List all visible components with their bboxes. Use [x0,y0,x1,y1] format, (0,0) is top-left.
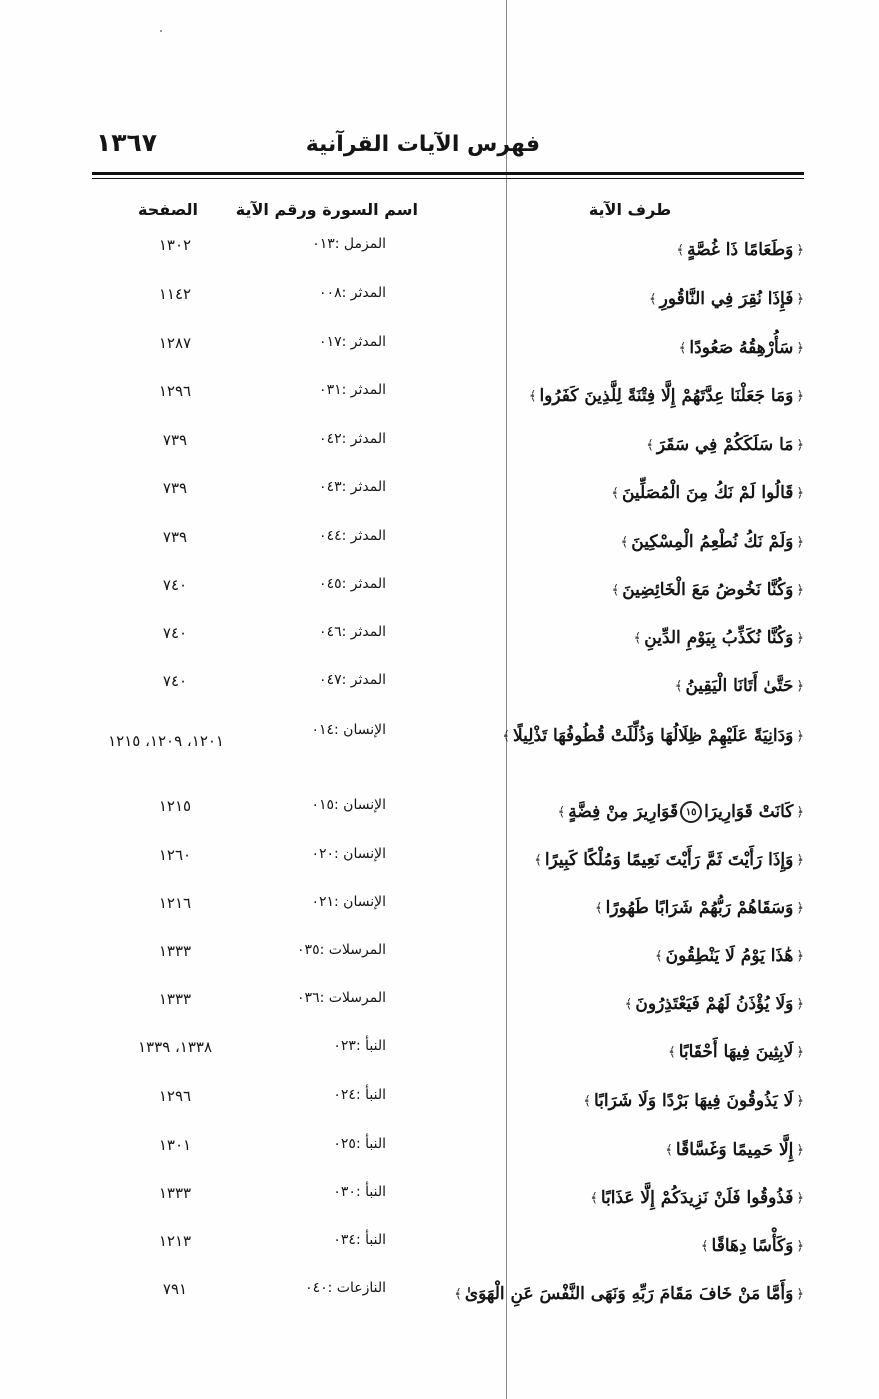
open-bracket: ﴿ [796,900,804,916]
page-reference: ١٢١٦ [158,894,192,912]
verse-words: وَكَأْسًا دِهَاقًا [711,1236,794,1256]
table-row [0,894,879,942]
table-row [0,576,879,624]
surah-verse-ref: المدثر :٠٤٣ [319,479,386,495]
surah-verse-ref: الإنسان :٠١٥ [311,797,386,813]
open-bracket: ﴿ [796,630,804,646]
verse-text [662,1140,807,1160]
verse-text [499,726,807,746]
column-header-page: الصفحة [137,200,198,219]
surah-verse-ref: المرسلات :٠٣٥ [297,942,386,958]
open-bracket: ﴿ [796,1093,804,1109]
verse-text [672,676,807,696]
table-row [0,624,879,672]
open-bracket: ﴿ [796,388,804,404]
verse-text [587,1188,807,1208]
verse-words: لَابِثِينَ فِيهَا أَحْقَابًا [678,1042,794,1062]
verse-text [643,435,807,455]
page-reference: ١٣٣٣ [158,990,192,1008]
surah-verse-ref: النبأ :٠٢٤ [333,1087,386,1103]
page-reference: ٧٩١ [162,1280,188,1298]
verse-words: وَأَمَّا مَنْ خَافَ مَقَامَ رَبِّهِ وَنَهَى النَّفْسَ عَنِ الْهَوَىٰ [464,1284,794,1304]
table-row [0,942,879,990]
table-row [0,236,879,284]
open-bracket: ﴿ [796,291,804,307]
close-bracket: ﴾ [611,485,619,501]
page-reference: ٧٣٩ [162,528,188,546]
open-bracket: ﴿ [796,1238,804,1254]
page-reference: ٧٣٩ [162,479,188,497]
open-bracket: ﴿ [796,1190,804,1206]
close-bracket: ﴾ [583,1093,591,1109]
verse-text [608,483,807,503]
column-header-surah: اسم السورة ورقم الآية [235,200,418,219]
verse-words: وَكُنَّا نُكَذِّبُ بِيَوْمِ الدِّينِ [644,628,794,648]
close-bracket: ﴾ [595,900,603,916]
scan-speck [160,30,162,32]
verse-words: وَمَا جَعَلْنَا عِدَّتَهُمْ إِلَّا فِتْنَةً لِلَّذِينَ كَفَرُوا [539,386,794,406]
surah-verse-ref: المدثر :٠٠٨ [319,285,386,301]
page-reference: ١١٤٢ [158,285,192,303]
open-bracket: ﴿ [796,804,804,820]
table-row [0,846,879,894]
open-bracket: ﴿ [796,852,804,868]
surah-verse-ref: المدثر :٠٤٦ [319,624,386,640]
surah-verse-ref: المدثر :٠٣١ [319,382,386,398]
page-reference: ١٢٩٦ [158,382,192,400]
surah-verse-ref: الإنسان :٠١٤ [311,722,386,738]
table-row [0,1280,879,1328]
verse-words: هَٰذَا يَوْمُ لَا يَنْطِقُونَ [665,946,794,966]
verse-words: سَأُرْهِقُهُ صَعُودًا [689,338,794,358]
surah-verse-ref: المدثر :٠١٧ [319,334,386,350]
open-bracket: ﴿ [796,1286,804,1302]
close-bracket: ﴾ [624,996,633,1012]
close-bracket: ﴾ [590,1190,598,1206]
table-row [0,479,879,527]
surah-verse-ref: النبأ :٠٣٤ [333,1232,386,1248]
table-row [0,1184,879,1232]
surah-verse-ref: النبأ :٠٢٥ [333,1136,386,1152]
page-number: ١٣٦٧ [96,128,158,157]
page-reference: ١٢١٥ [158,797,192,815]
surah-verse-ref: النبأ :٠٣٠ [333,1184,386,1200]
verse-text [622,994,807,1014]
close-bracket: ﴾ [678,340,687,356]
open-bracket: ﴿ [796,728,804,744]
verse-words: لَا يَذُوقُونَ فِيهَا بَرْدًا وَلَا شَرَابًا [593,1091,794,1111]
surah-verse-ref: المدثر :٠٤٢ [319,431,386,447]
verse-text [665,1042,807,1062]
surah-verse-ref: الإنسان :٠٢١ [311,894,386,910]
verse-words: إِلَّا حَمِيمًا وَغَسَّاقًا [675,1140,794,1160]
page-reference: ٧٤٠ [162,672,188,690]
close-bracket: ﴾ [700,1238,709,1254]
close-bracket: ﴾ [454,1286,462,1302]
close-bracket: ﴾ [557,804,566,820]
verse-text [646,289,807,309]
close-bracket: ﴾ [676,242,685,258]
verse-text [631,628,807,648]
verse-number-marker: ١٥ [680,801,702,823]
header-rule-thin [92,178,804,179]
surah-verse-ref: النبأ :٠٢٣ [333,1038,386,1054]
verse-words: وَلَمْ نَكُ نُطْعِمُ الْمِسْكِينَ [631,532,794,552]
open-bracket: ﴿ [796,485,804,501]
verse-words: مَا سَلَكَكُمْ فِي سَقَرَ [656,435,794,455]
table-row [0,722,879,770]
table-row [0,1038,879,1086]
close-bracket: ﴾ [611,582,620,598]
verse-text [652,946,807,966]
verse-words: فَذُوقُوا فَلَنْ نَزِيدَكُمْ إِلَّا عَذَابًا [600,1188,794,1208]
table-row [0,990,879,1038]
surah-verse-ref: النازعات :٠٤٠ [305,1280,386,1296]
surah-verse-ref: المدثر :٠٤٧ [319,672,386,688]
close-bracket: ﴾ [620,534,629,550]
verse-words: وَطَعَامًا ذَا غُصَّةٍ [687,240,794,260]
header-rule-thick [92,172,804,175]
table-row [0,1136,879,1184]
open-bracket: ﴿ [796,1142,804,1158]
verse-words: وَكُنَّا نَخُوضُ مَعَ الْخَائِضِينَ [622,580,794,600]
surah-verse-ref: المدثر :٠٤٤ [319,528,386,544]
verse-words: وَسَقَاهُمْ رَبُّهُمْ شَرَابًا طَهُورًا [605,898,794,918]
page-reference: ٧٤٠ [162,576,188,594]
close-bracket: ﴾ [668,1044,676,1060]
surah-verse-ref: المرسلات :٠٣٦ [297,990,386,1006]
verse-text [531,850,807,870]
table-row [0,431,879,479]
verse-words: فَإِذَا نُقِرَ فِي النَّاقُورِ [659,289,794,309]
page-reference: ١٢٩٦ [158,1087,192,1105]
verse-text [609,580,807,600]
open-bracket: ﴿ [796,678,804,694]
open-bracket: ﴿ [796,948,804,964]
table-row [0,1232,879,1280]
close-bracket: ﴾ [665,1142,673,1158]
table-row [0,334,879,382]
close-bracket: ﴾ [534,852,542,868]
table-row [0,285,879,333]
verse-words: وَإِذَا رَأَيْتَ ثَمَّ رَأَيْتَ نَعِيمًا وَمُلْكًا كَبِيرًا [544,850,794,870]
open-bracket: ﴿ [796,582,804,598]
verse-words: حَتَّىٰ أَتَانَا الْيَقِينُ [685,676,794,696]
verse-text [580,1091,807,1111]
verse-words: وَدَانِيَةً عَلَيْهِمْ ظِلَالُهَا وَذُلِّلَتْ قُطُوفُهَا تَذْلِيلًا [512,726,794,746]
page-reference: ١٣٣٣ [158,942,192,960]
verse-text [676,338,807,358]
table-row [0,528,879,576]
open-bracket: ﴿ [796,996,804,1012]
close-bracket: ﴾ [674,678,683,694]
close-bracket: ﴾ [633,630,642,646]
close-bracket: ﴾ [646,437,654,453]
table-row [0,797,879,845]
verse-text [698,1236,807,1256]
verse-words: وَلَا يُؤْذَنُ لَهُمْ فَيَعْتَذِرُونَ [635,994,794,1014]
verse-text [592,898,807,918]
verse-words: قَالُوا لَمْ نَكُ مِنَ الْمُصَلِّينَ [621,483,794,503]
open-bracket: ﴿ [796,534,804,550]
verse-text [526,386,807,406]
verse-text [451,1284,807,1304]
column-header-verse: طرف الآية [588,200,672,219]
close-bracket: ﴾ [528,388,537,404]
close-bracket: ﴾ [502,728,510,744]
page-reference: ٧٤٠ [162,624,188,642]
surah-verse-ref: المزمل :٠١٣ [312,236,386,252]
page-reference: ١٢١٣ [158,1232,192,1250]
open-bracket: ﴿ [796,340,804,356]
verse-words-continued: قَوَارِيرَ مِنْ فِضَّةٍ [568,802,679,822]
surah-verse-ref: الإنسان :٠٢٠ [311,846,386,862]
page-reference: ١٢٠١، ١٢٠٩، ١٢١٥ [108,732,224,750]
verse-words: كَانَتْ قَوَارِيرَا [704,802,794,822]
verse-text [618,532,807,552]
open-bracket: ﴿ [796,242,804,258]
page-title: فهرس الآيات القرآنية [305,132,540,157]
page-reference: ١٢٦٠ [158,846,192,864]
open-bracket: ﴿ [796,437,804,453]
table-row [0,382,879,430]
close-bracket: ﴾ [649,291,657,307]
page-reference: ١٣٣٣ [158,1184,192,1202]
verse-text [673,240,807,260]
verse-text [555,801,807,823]
page-reference: ١٣٣٨، ١٣٣٩ [137,1038,213,1056]
page-reference: ١٣٠١ [158,1136,192,1154]
surah-verse-ref: المدثر :٠٤٥ [319,576,386,592]
table-row [0,672,879,720]
close-bracket: ﴾ [654,948,663,964]
open-bracket: ﴿ [796,1044,804,1060]
page-reference: ٧٣٩ [162,431,188,449]
page-reference: ١٣٠٢ [158,236,192,254]
page-reference: ١٢٨٧ [158,334,192,352]
table-row [0,1087,879,1135]
